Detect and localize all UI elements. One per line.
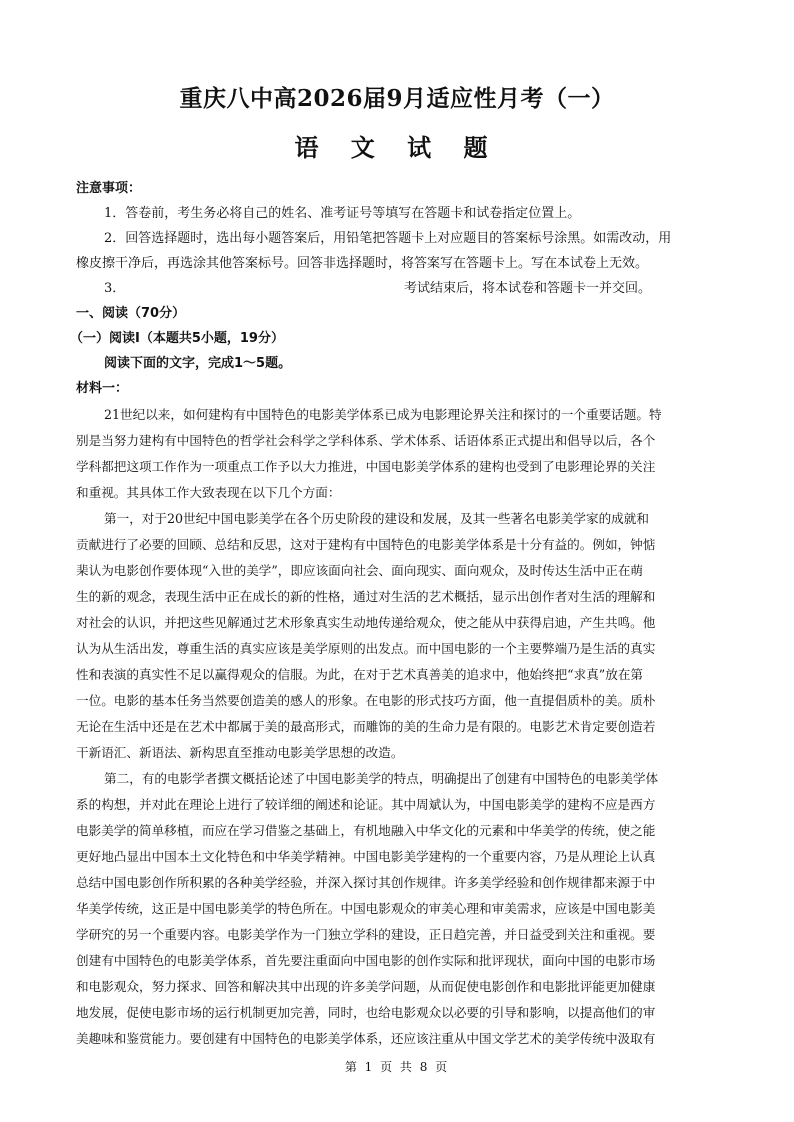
paragraph-line: 第一，对于20世纪中国电影美学在各个历史阶段的建设和发展，及其一些著名电影美学家的成就和 — [104, 511, 649, 526]
paragraph-line: 对社会的认识，并把这些见解通过艺术形象真实生动地传递给观众，使之能从中获得启迪，产生共鸣。他 — [76, 615, 656, 630]
paragraph-line: 无论在生活中还是在艺术中都属于美的最高形式，而雕饰的美的生命力是有限的。电影艺术肯定要创造若 — [76, 719, 656, 734]
paragraph-2 — [76, 506, 720, 532]
paragraph-line: 学研究的另一个重要内容。电影美学作为一门独立学科的建设，正日趋完善，并日益受到关注和重视。要 — [76, 927, 656, 942]
paragraph-line: 性和表演的真实性不足以赢得观众的信服。为此，在对于艺术真善美的追求中，他始终把“求真”放在第 — [76, 667, 644, 682]
paragraph-line: 地发展，促使电影市场的运行机制更加完善，同时，也给电影观众以必要的引导和影响，以提高他们的审 — [76, 1005, 656, 1020]
notice-item-3-number: 3． — [104, 281, 126, 296]
paragraph-line: 更好地凸显出中国本土文化特色和中华美学精神。中国电影美学建构的一个重要内容，乃是从理论上认真 — [76, 849, 656, 864]
notice-item-3-text: 考试结束后，将本试卷和答题卡一并交回。 — [404, 281, 652, 296]
subject-title: 语 文 试 题 — [294, 133, 500, 162]
paragraph-line: 别是当努力建构有中国特色的哲学社会科学之学科体系、学术体系、话语体系正式提出和倡导以后，各个 — [76, 433, 656, 448]
paragraph-line: 创建有中国特色的电影美学体系，首先要注重面向中国电影的创作实际和批评现状，面向中国的电影市场 — [76, 953, 656, 968]
paragraph-line: 认为从生活出发，尊重生活的真实应该是美学原则的出发点。而中国电影的一个主要弊端乃是生活的真实 — [76, 641, 656, 656]
paragraph-line: 生的新的观念，表现生活中正在成长的新的性格，通过对生活的艺术概括，显示出创作者对生活的理解和 — [76, 589, 656, 604]
paragraph-line: 和重视。其具体工作大致表现在以下几个方面： — [76, 485, 341, 500]
reading-instruction: 阅读下面的文字，完成1～5题。 — [104, 356, 292, 371]
section-part-1: 一、阅读（70分） — [76, 306, 186, 321]
paragraph-3 — [76, 766, 720, 792]
paragraph-line: 和电影观众，努力探求、回答和解决其中出现的许多美学问题，从而促使电影创作和电影批评能更加健康 — [76, 979, 656, 994]
notice-item-1: 1．答卷前，考生务必将自己的姓名、准考证号等填写在答题卡和试卷指定位置上。 — [104, 206, 581, 221]
paragraph-1 — [76, 402, 720, 428]
section-sub-1: （一）阅读Ⅰ（本题共5小题，19分） — [70, 331, 284, 346]
paragraph-line: 干新语汇、新语法、新构思直至推动电影美学思想的改造。 — [76, 745, 404, 760]
paragraph-line: 系的构想，并对此在理论上进行了较详细的阐述和论证。其中周斌认为，中国电影美学的建构不应是西方 — [76, 797, 656, 812]
notice-item-2-line-2: 橡皮擦干净后，再选涂其他答案标号。回答非选择题时，将答案写在答题卡上。写在本试卷上无效。 — [76, 256, 649, 271]
paragraph-line: 学科都把这项工作作为一项重点工作予以大力推进，中国电影美学体系的建构也受到了电影理论界的关注 — [76, 459, 656, 474]
paragraph-line: 棐认为电影创作要体现“入世的美学”，即应该面向社会、面向现实、面向观众，及时传达生活中正在萌 — [76, 563, 644, 578]
notice-item-2-line-1: 2．回答选择题时，选出每小题答案后，用铅笔把答题卡上对应题目的答案标号涂黑。如需改动，用 — [104, 231, 672, 246]
passage — [76, 402, 720, 1052]
paragraph-line: 电影美学的简单移植，而应在学习借鉴之基础上，有机地融入中华文化的元素和中华美学的传统，使之能 — [76, 823, 656, 838]
page-number: 第 1 页 共 8 页 — [344, 1060, 450, 1074]
paragraph-line: 贡献进行了必要的回顾、总结和反思，这对于建构有中国特色的电影美学体系是十分有益的。例如，钟惦 — [76, 537, 656, 552]
material-label: 材料一： — [76, 381, 129, 396]
paragraph-line: 21世纪以来，如何建构有中国特色的电影美学体系已成为电影理论界关注和探讨的一个重要话题。特 — [104, 407, 662, 422]
exam-title: 重庆八中高2026届9月适应性月考（一） — [179, 85, 615, 112]
paragraph-line: 第二，有的电影学者撰文概括论述了中国电影美学的特点，明确提出了创建有中国特色的电影美学体 — [104, 771, 659, 786]
notice-heading: 注意事项： — [76, 181, 142, 196]
paragraph-line: 美趣味和鉴赏能力。要创建有中国特色的电影美学体系，还应该注重从中国文学艺术的美学传统中汲取有 — [76, 1031, 656, 1046]
paragraph-line: 总结中国电影创作所积累的各种美学经验，并深入探讨其创作规律。许多美学经验和创作规律都来源于中 — [76, 875, 656, 890]
paragraph-line: 一位。电影的基本任务当然要创造美的感人的形象。在电影的形式技巧方面，他一直提倡质朴的美。质朴 — [76, 693, 656, 708]
paragraph-line: 华美学传统，这正是中国电影美学的特色所在。中国电影观众的审美心理和审美需求，应该是中国电影美 — [76, 901, 656, 916]
